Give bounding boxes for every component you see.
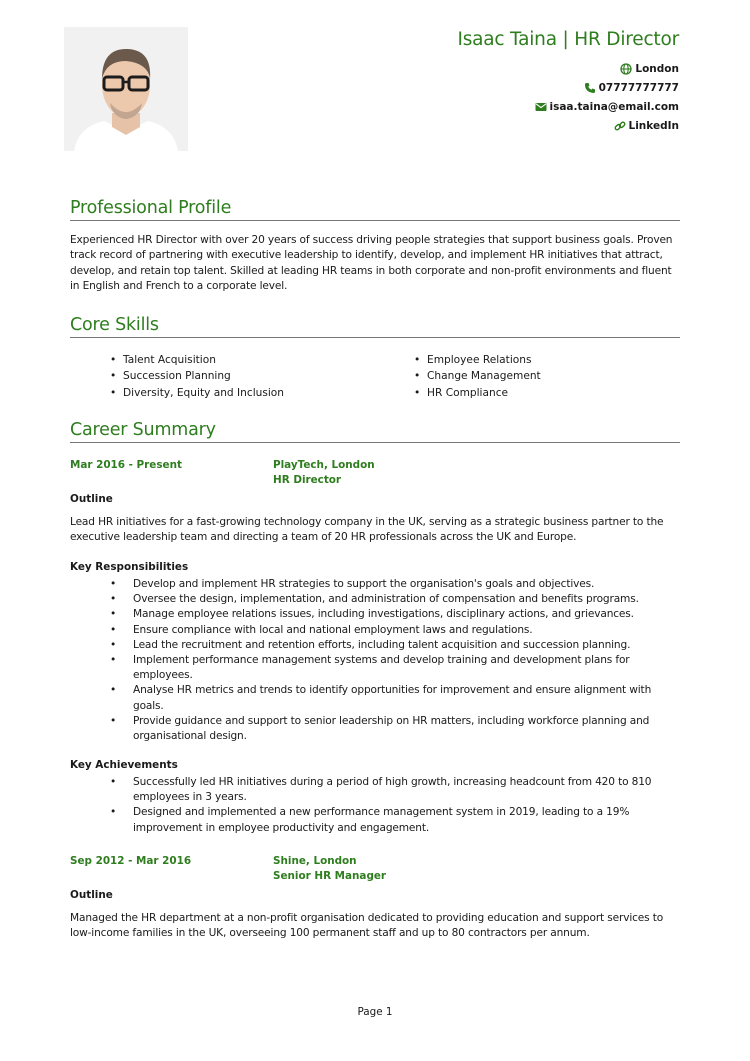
profile-photo xyxy=(64,27,188,151)
skill-item: • Talent Acquisition xyxy=(110,352,284,368)
list-item: • Develop and implement HR strategies to support the organisation's goals and objectives. xyxy=(110,577,682,592)
page-number: Page 1 xyxy=(357,1006,393,1018)
phone-text: 07777777777 xyxy=(598,82,679,94)
job-role: HR Director xyxy=(273,474,342,486)
job-outline: Lead HR initiatives for a fast-growing technology company in the UK, serving as a strategic business partner to the executive leadership team and directing a team of 20 HR professionals across the UK and Europe. xyxy=(70,516,664,544)
responsibilities-label: Key Responsibilities xyxy=(70,561,189,573)
list-item: • Oversee the design, implementation, and administration of compensation and benefits programs. xyxy=(110,592,682,607)
skill-item: • HR Compliance xyxy=(414,385,541,401)
section-title-profile: Professional Profile xyxy=(70,197,680,221)
contact-linkedin[interactable] xyxy=(614,120,680,132)
job-company: PlayTech, London xyxy=(273,459,375,471)
contact-phone xyxy=(584,82,679,94)
skill-item: • Employee Relations xyxy=(414,352,541,368)
outline-label: Outline xyxy=(70,493,113,505)
list-item: • Provide guidance and support to senior leadership on HR matters, including workforce planning and organisational design. xyxy=(110,714,682,744)
section-title-career: Career Summary xyxy=(70,419,680,443)
profile-summary: Experienced HR Director with over 20 years of success driving people strategies that support business goals. Proven track record of partnering with executive leadership to identify, develop, and implement HR initiatives that attract, develop, and retain top talent. Skilled at leading HR teams in both corporate and non-profit environments and fluent in English and French to a corporate level. xyxy=(70,234,673,292)
globe-icon xyxy=(620,63,632,75)
responsibilities-list xyxy=(110,577,682,744)
job-company: Shine, London xyxy=(273,855,357,867)
skills-list-right xyxy=(414,352,541,401)
email-link[interactable]: isaa.taina@email.com xyxy=(549,101,679,113)
envelope-icon xyxy=(535,101,547,113)
candidate-name-title: Isaac Taina | HR Director xyxy=(457,29,679,50)
list-item: • Manage employee relations issues, including investigations, disciplinary actions, and grievances. xyxy=(110,607,682,622)
list-item: • Designed and implemented a new performance management system in 2019, leading to a 19% improvement in employee productivity and engagement. xyxy=(110,805,682,835)
skill-item: • Diversity, Equity and Inclusion xyxy=(110,385,284,401)
list-item: • Lead the recruitment and retention efforts, including talent acquisition and succession planning. xyxy=(110,638,682,653)
job-outline: Managed the HR department at a non-profit organisation dedicated to providing education and support services to low-income families in the UK, overseeing 100 permanent staff and up to 80 contractors per annum. xyxy=(70,912,664,940)
list-item: • Ensure compliance with local and national employment laws and regulations. xyxy=(110,623,682,638)
job-role: Senior HR Manager xyxy=(273,870,387,882)
link-icon xyxy=(614,120,626,132)
skills-list-left xyxy=(110,352,284,401)
job-dates: Sep 2012 - Mar 2016 xyxy=(70,855,192,867)
outline-label: Outline xyxy=(70,889,113,901)
list-item: • Implement performance management systems and develop training and development plans for employees. xyxy=(110,653,682,683)
job-dates: Mar 2016 - Present xyxy=(70,459,182,471)
achievements-label: Key Achievements xyxy=(70,759,178,771)
contact-location xyxy=(620,63,679,75)
list-item: • Successfully led HR initiatives during a period of high growth, increasing headcount from 420 to 810 employees in 3 years. xyxy=(110,775,682,805)
list-item: • Analyse HR metrics and trends to identify opportunities for improvement and ensure alignment with goals. xyxy=(110,683,682,713)
skill-item: • Succession Planning xyxy=(110,368,284,384)
phone-icon xyxy=(584,82,596,94)
section-title-skills: Core Skills xyxy=(70,314,680,338)
location-text: London xyxy=(635,63,679,75)
achievements-list xyxy=(110,775,682,836)
contact-email[interactable] xyxy=(535,101,680,113)
linkedin-link[interactable]: LinkedIn xyxy=(628,120,679,132)
skill-item: • Change Management xyxy=(414,368,541,384)
